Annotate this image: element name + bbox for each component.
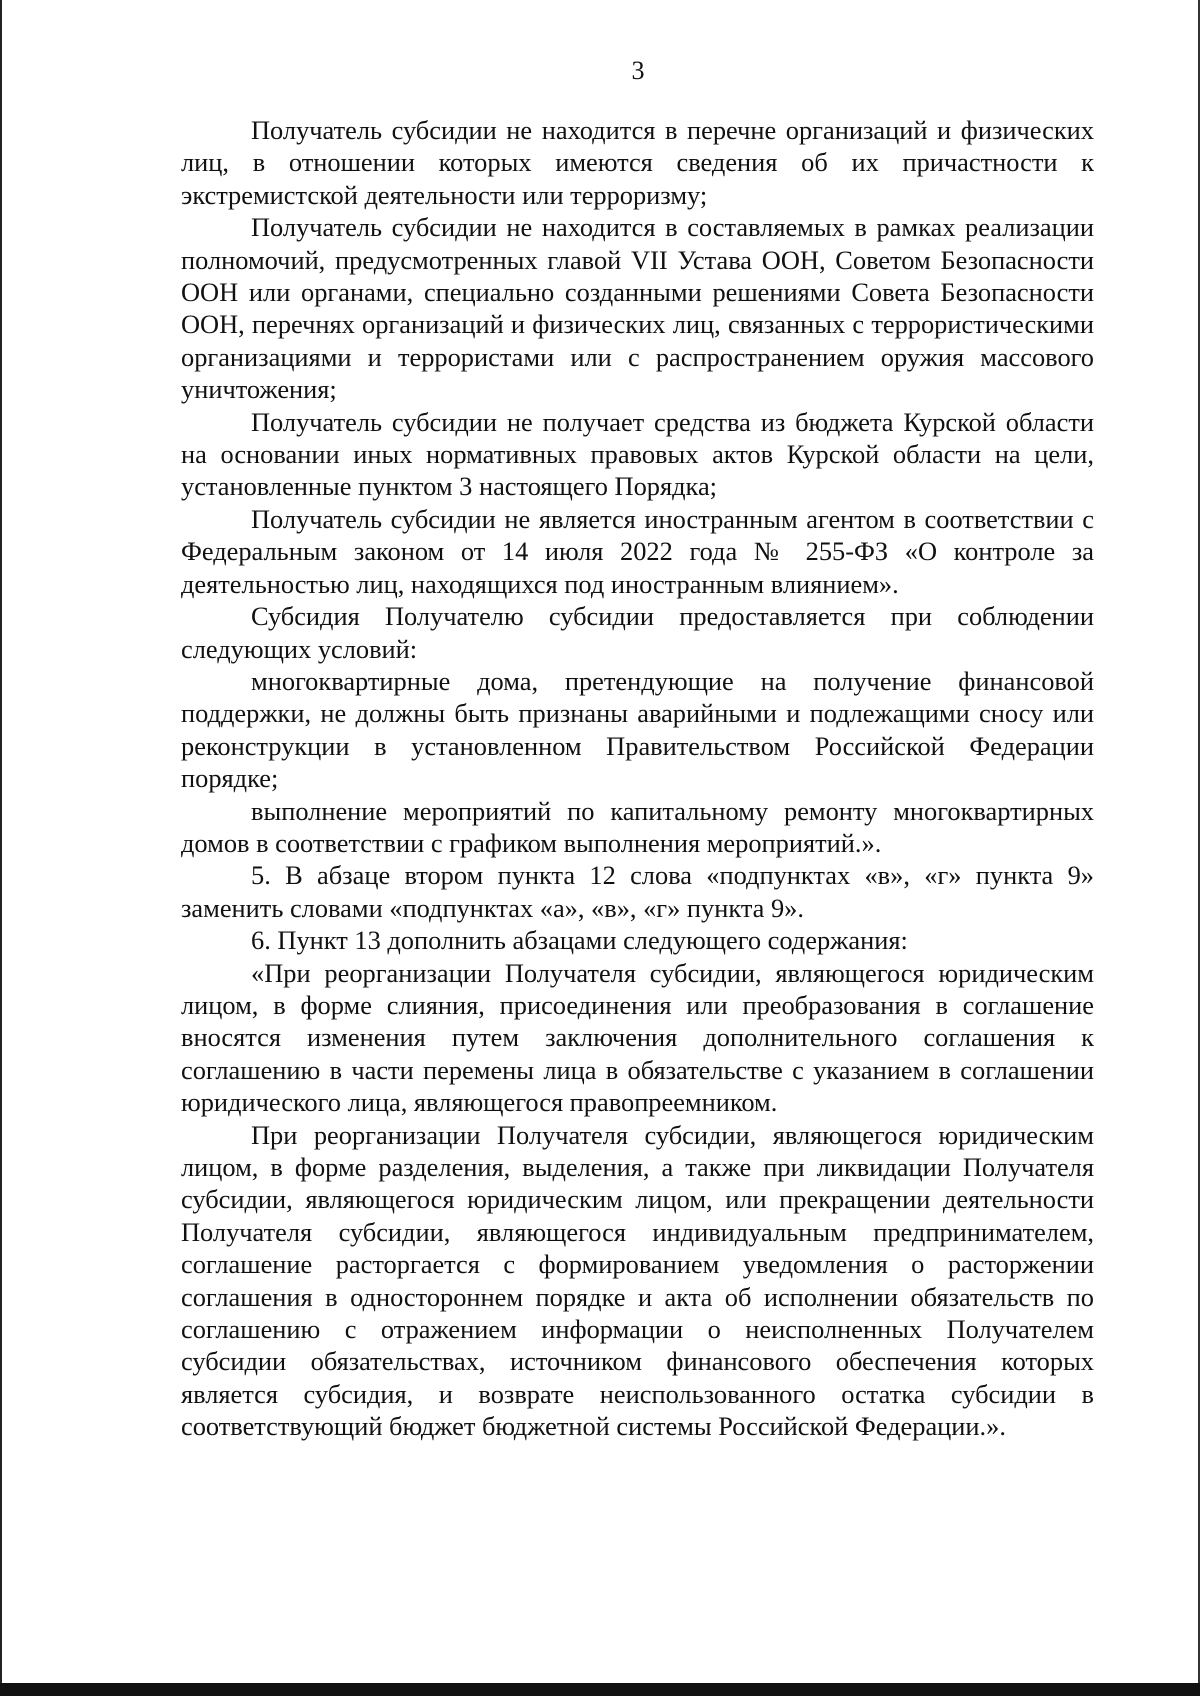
scan-edge-bottom	[0, 1683, 1200, 1696]
page-number: 3	[631, 56, 645, 85]
paragraph-item-6: 6. Пункт 13 дополнить абзацами следующего содержания:	[251, 925, 908, 956]
paragraph-extremism-list: Получатель субсидии не находится в перечне организаций и физических лиц, в отношении которых имеются сведения об их причастности к экстремистской деятельности или терроризму;	[181, 115, 1094, 210]
scan-edge-left	[0, 0, 2, 1696]
paragraph-reorganization-division: При реорганизации Получателя субсидии, являющегося юридическим лицом, в форме разделения, выделения, а также при ликвидации Получателя субсидии, являющегося юридическим лицом, или прекращении деятельности Получателя субсидии, являющегося индивидуальным предпринимателем, соглашение расторгается с формированием уведомления о расторжении соглашения в одностороннем порядке и акта об исполнении обязательств по соглашению с отражением информации о неисполненных Получателем субсидии обязательствах, источником финансового обеспечения которых является субсидия, и возврате неиспользованного остатка субсидии в соответствующий бюджет бюджетной системы Российской Федерации.».	[181, 1119, 1094, 1442]
paragraph-item-5: 5. В абзаце втором пункта 12 слова «подпунктах «в», «г» пункта 9» заменить словами «подпунктах «а», «в», «г» пункта 9».	[181, 860, 1094, 923]
paragraph-no-other-budget-funds: Получатель субсидии не получает средства из бюджета Курской области на основании иных нормативных правовых актов Курской области на цели, установленные пунктом 3 настоящего Порядка;	[181, 406, 1094, 502]
paragraph-subsidy-conditions: Субсидия Получателю субсидии предоставляется при соблюдении следующих условий:	[181, 601, 1094, 664]
paragraph-reorganization-merger: «При реорганизации Получателя субсидии, являющегося юридическим лицом, в форме слияния, присоединения или преобразования в соглашение вносятся изменения путем заключения дополнительного соглашения к соглашению в части перемены лица в обязательстве с указанием в соглашении юридического лица, являющегося правопреемником.	[181, 957, 1094, 1118]
paragraph-condition-schedule: выполнение мероприятий по капитальному ремонту многоквартирных домов в соответствии с графиком выполнения мероприятий.».	[181, 795, 1094, 858]
paragraph-not-foreign-agent: Получатель субсидии не является иностранным агентом в соответствии с Федеральным законом от 14 июля 2022 года № 255-ФЗ «О контроле за деятельностью лиц, находящихся под иностранным влиянием».	[181, 503, 1094, 599]
paragraph-un-sanctions-list: Получатель субсидии не находится в составляемых в рамках реализации полномочий, предусмотренных главой VII Устава ООН, Советом Безопасности ООН или органами, специально созданными решениями Совета Безопасности ООН, перечнях организаций и физических лиц, связанных с террористическими организациями и террористами или с распространением оружия массового уничтожения;	[181, 212, 1094, 405]
document-body	[181, 114, 1094, 1443]
paragraph-condition-not-emergency: многоквартирные дома, претендующие на получение финансовой поддержки, не должны быть признаны аварийными и подлежащими сносу или реконструкции в установленном Правительством Российской Федерации порядке;	[181, 665, 1094, 794]
